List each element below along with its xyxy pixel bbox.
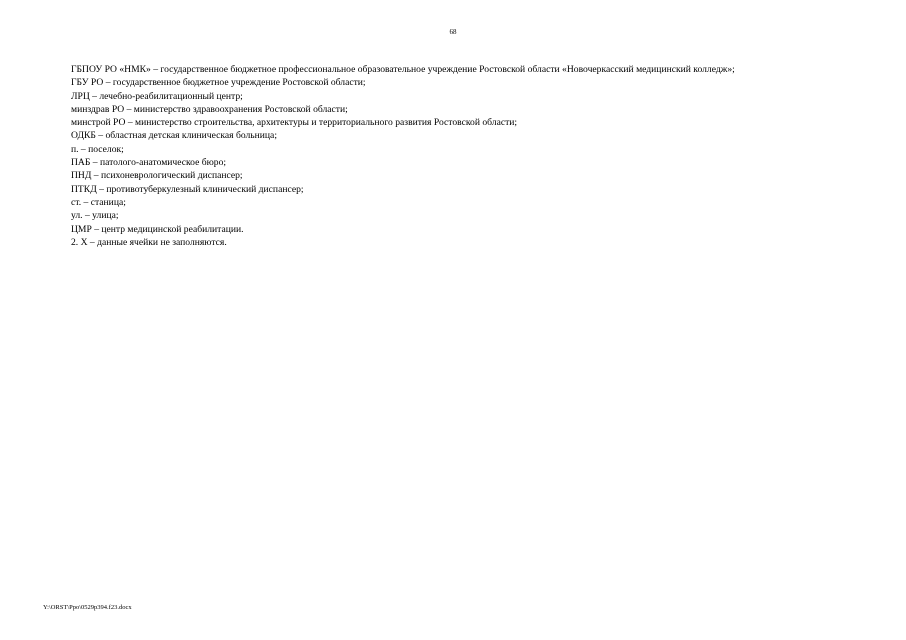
list-item: ул. – улица;	[71, 210, 119, 222]
list-item: ЛРЦ – лечебно-реабилитационный центр;	[71, 90, 243, 102]
list-item: ГБУ РО – государственное бюджетное учреждение Ростовской области;	[71, 77, 366, 89]
list-item: ПНД – психоневрологический диспансер;	[71, 170, 243, 182]
footer-file-path: Y:\ORST\Ppo\0529p394.f23.docx	[43, 604, 132, 611]
list-item: ст. – станица;	[71, 196, 126, 208]
list-item: 2. Х – данные ячейки не заполняются.	[71, 236, 227, 248]
list-item: минстрой РО – министерство строительства, архитектуры и территориального развития Ростовской области;	[71, 117, 518, 129]
list-item: ЦМР – центр медицинской реабилитации.	[71, 223, 244, 235]
list-item: п. – поселок;	[71, 143, 124, 155]
list-item: ГБПОУ РО «НМК» – государственное бюджетное профессиональное образовательное учреждение Ростовской области «Новочеркасский медицинский колледж»;	[71, 64, 735, 75]
list-item: ОДКБ – областная детская клиническая больница;	[71, 130, 277, 142]
abbreviation-list	[71, 63, 861, 249]
list-item: ПАБ – патолого-анатомическое бюро;	[71, 157, 227, 169]
list-item: ПТКД – противотуберкулезный клинический диспансер;	[71, 183, 304, 195]
list-item: минздрав РО – министерство здравоохранения Ростовской области;	[71, 103, 348, 115]
page-number: 68	[449, 28, 457, 36]
